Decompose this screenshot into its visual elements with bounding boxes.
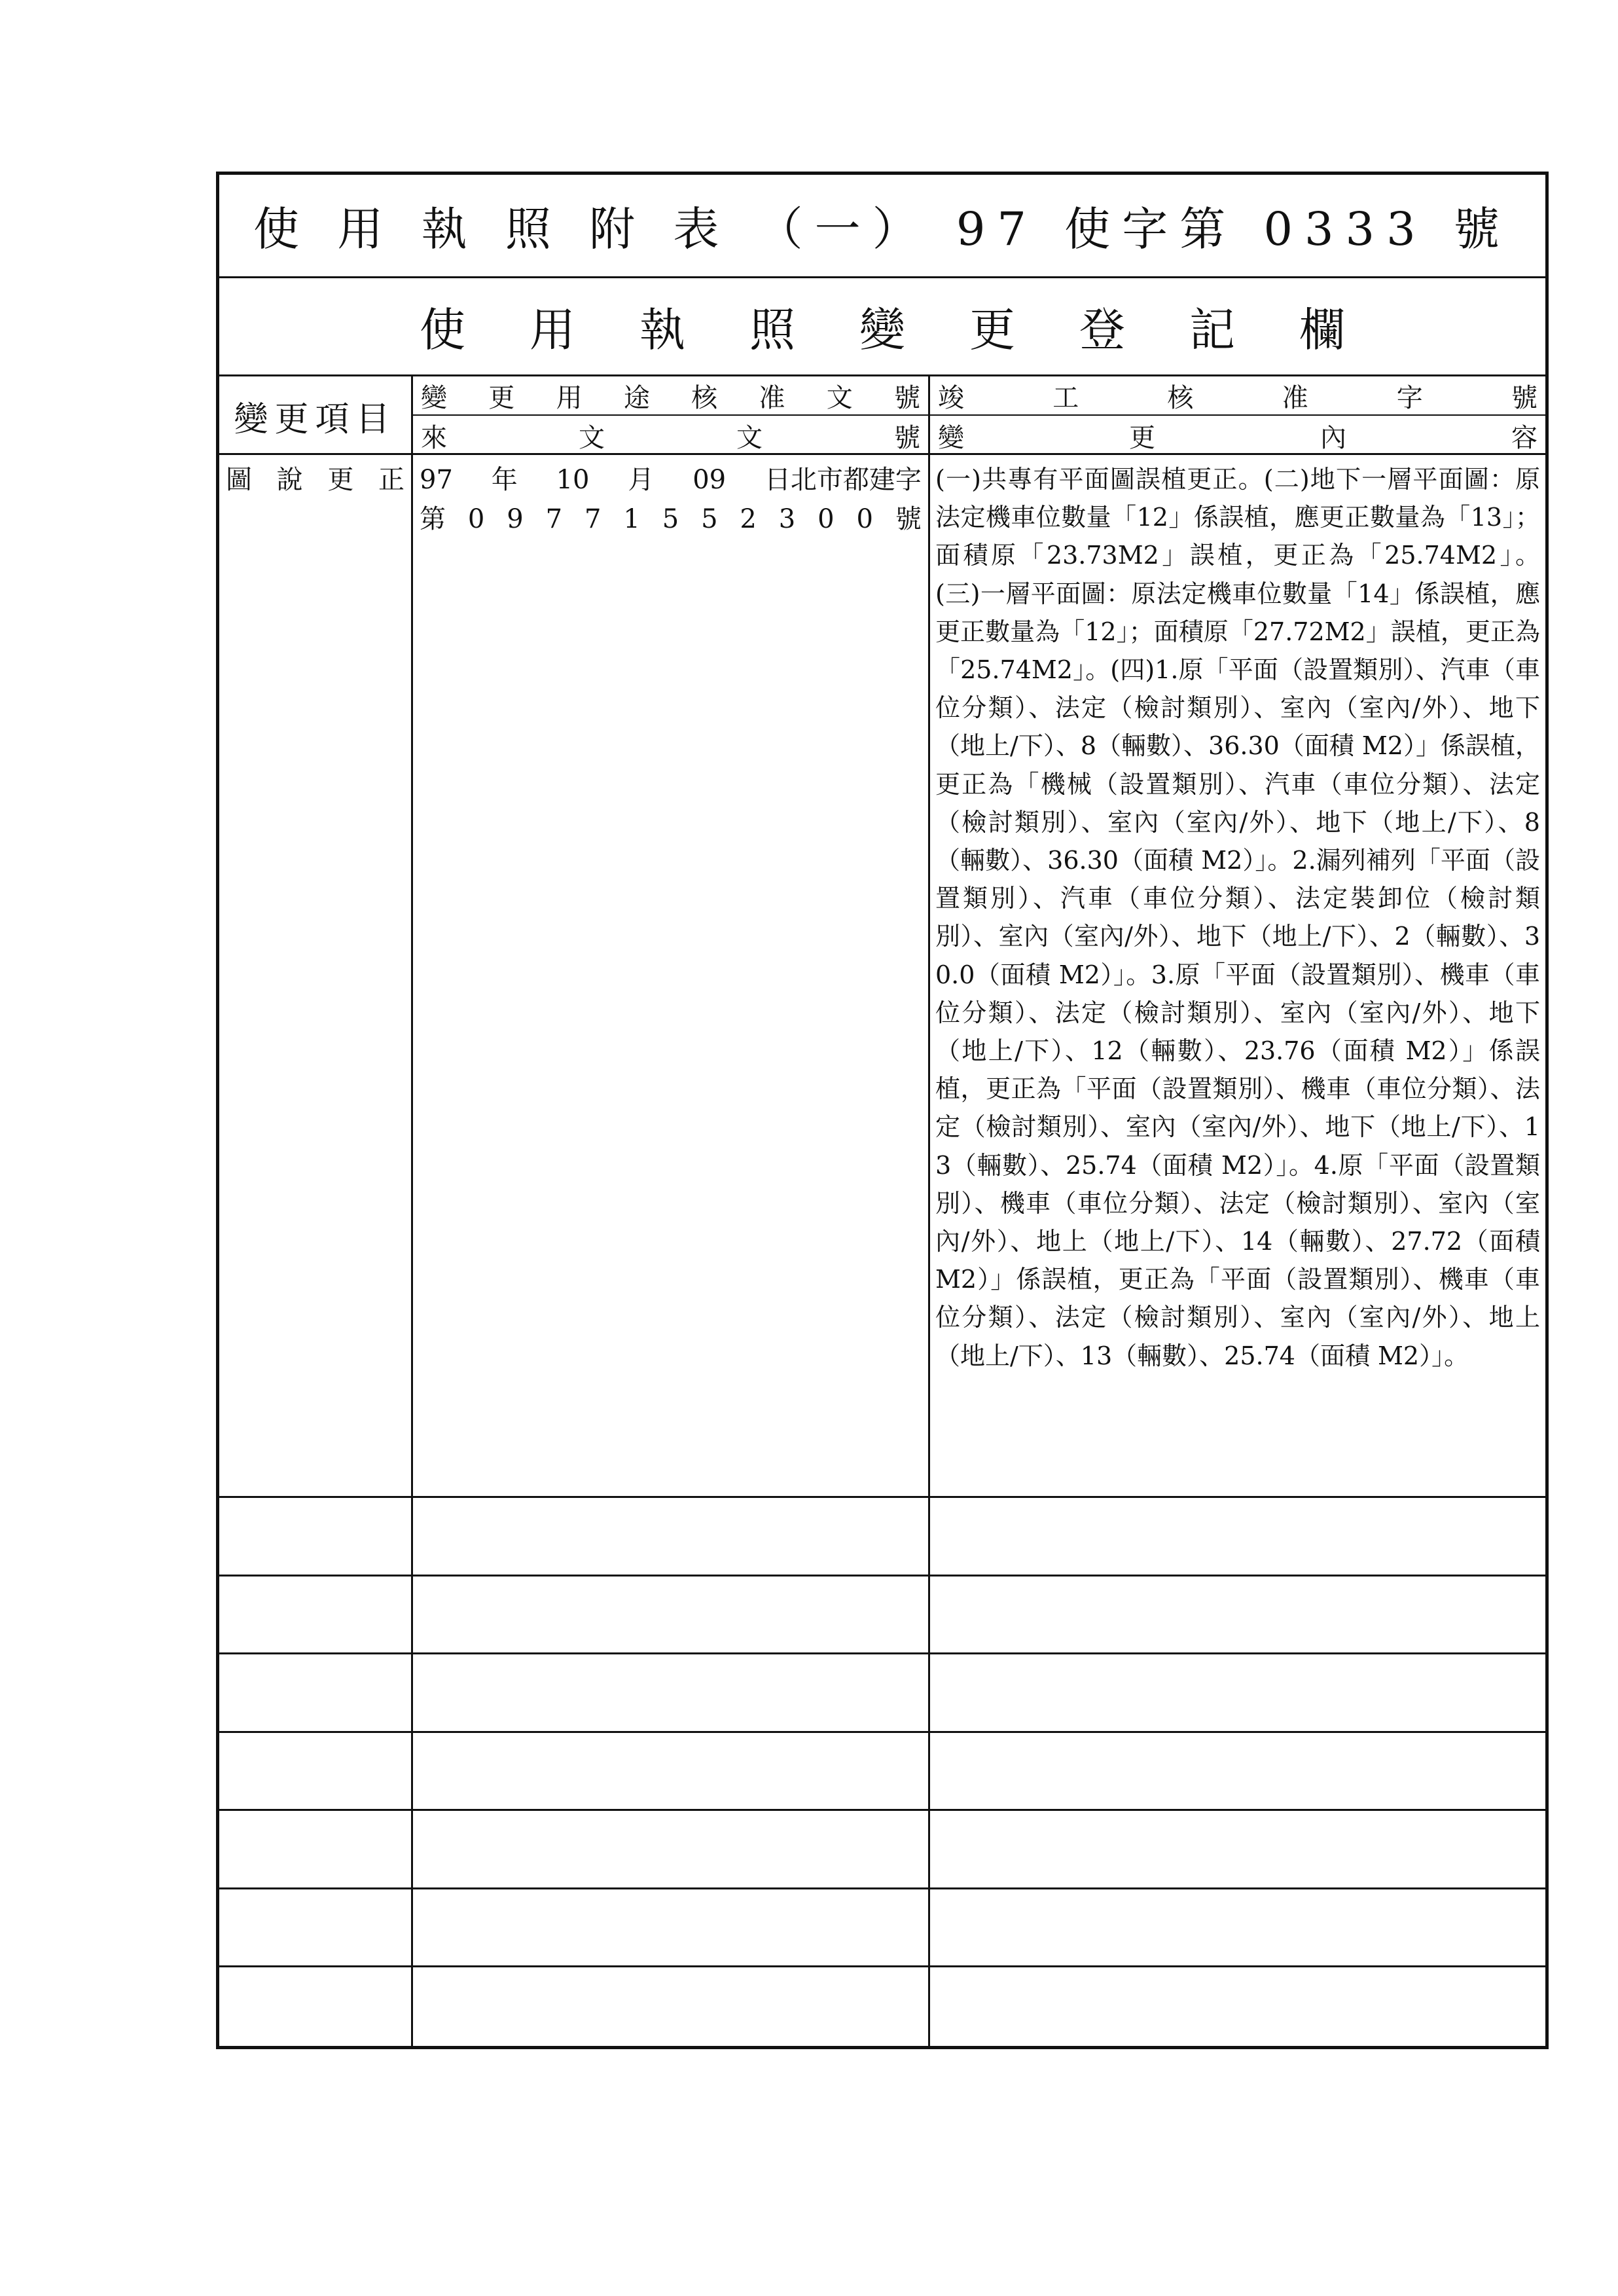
- empty-table-row: [219, 1967, 1545, 2046]
- form-heading: 使用執照變更登記欄: [420, 303, 1409, 357]
- doc-line-2: [420, 500, 922, 539]
- empty-table-row: [219, 1811, 1545, 1889]
- header-char: 文: [826, 382, 853, 413]
- empty-cell: [930, 1498, 1545, 1575]
- header-char: 容: [1511, 422, 1537, 453]
- doc-char: 年: [491, 465, 518, 495]
- header-char: 更: [1129, 422, 1155, 453]
- doc-char: 月: [628, 465, 655, 495]
- entry-change-content: (一)共專有平面圖誤植更正。(二)地下一層平面圖：原法定機車位數量「12」係誤植，應更正數量為「13」；面積原「23.73M2」誤植，更正為「25.74M2」。(三)一層平面圖：原法定機車位數量「14」係誤植，應更正數量為「12」；面積原「27.72M2」誤植，更正為「25.74M2」。(四)1.原「平面（設置類別）、汽車（車位分類）、法定（檢討類別）、室內（室內/外）、地下（地上/下）、8（輛數）、36.30（面積 M2）」係誤植，更正為「機械（設置類別）、汽車（車位分類）、法定（檢討類別）、室內（室內/外）、地下（地上/下）、8（輛數）、36.30（面積 M2）」。2.漏列補列「平面（設置類別）、汽車（車位分類）、法定裝卸位（檢討類別）、室內（室內/外）、地下（地上/下）、2（輛數）、30.0（面積 M2）」。3.原「平面（設置類別）、機車（車位分類）、法定（檢討類別）、室內（室內/外）、地下（地上/下）、12（輛數）、23.76（面積 M2）」係誤植，更正為「平面（設置類別）、機車（車位分類）、法定（檢討類別）、室內（室內/外）、地下（地上/下）、13（輛數）、25.74（面積 M2）」。4.原「平面（設置類別）、機車（車位分類）、法定（檢討類別）、室內（室內/外）、地上（地上/下）、14（輛數）、27.72（面積 M2）」係誤植，更正為「平面（設置類別）、機車（車位分類）、法定（檢討類別）、室內（室內/外）、地上（地上/下）、13（輛數）、25.74（面積 M2）」。: [935, 465, 1540, 1370]
- doc-char: 號: [895, 504, 922, 534]
- header-char: 號: [894, 422, 920, 453]
- doc-char: 0: [818, 504, 835, 534]
- empty-cell: [930, 1811, 1545, 1887]
- form-title: 使 用 執 照 附 表 （一） 97 使字第 0333 號: [253, 202, 1511, 256]
- header-char: 准: [759, 382, 785, 413]
- entry-char: 圖: [226, 465, 252, 495]
- empty-cell: [413, 1889, 930, 1966]
- empty-cell: [930, 1967, 1545, 2046]
- doc-char: 5: [662, 504, 679, 534]
- usage-permit-change-form: [216, 172, 1549, 2049]
- empty-table-row: [219, 1733, 1545, 1812]
- empty-cell: [219, 1498, 413, 1575]
- empty-table-row: [219, 1576, 1545, 1655]
- empty-cell: [219, 1811, 413, 1887]
- header-char: 更: [488, 382, 515, 413]
- table-row: [219, 455, 1545, 1498]
- header-char: 用: [556, 382, 583, 413]
- empty-cell: [930, 1733, 1545, 1810]
- doc-char: 09: [692, 465, 727, 495]
- empty-cell: [413, 1967, 930, 2046]
- empty-cell: [219, 1733, 413, 1810]
- header-char: 工: [1052, 382, 1079, 413]
- header-char: 變: [938, 422, 964, 453]
- header-char: 號: [1511, 382, 1537, 413]
- doc-char: 5: [701, 504, 718, 534]
- empty-cell: [219, 1889, 413, 1966]
- form-title-row: [219, 175, 1545, 278]
- header-change-content: [930, 416, 1545, 455]
- doc-char: 7: [545, 504, 563, 534]
- doc-char: 1: [623, 504, 640, 534]
- empty-cell: [413, 1576, 930, 1653]
- entry-document-number: [413, 455, 930, 1496]
- entry-char: 更: [327, 465, 354, 495]
- header-char: 竣: [938, 382, 964, 413]
- header-char: 號: [893, 382, 920, 413]
- entry-change-item: [219, 455, 413, 1496]
- header-char: 字: [1396, 382, 1423, 413]
- doc-char: 0: [856, 504, 873, 534]
- empty-cell: [413, 1498, 930, 1575]
- form-heading-row: [219, 278, 1545, 376]
- header-char: 核: [1167, 382, 1194, 413]
- header-char: 來: [421, 422, 447, 453]
- header-change-item: 變更項目: [219, 376, 413, 455]
- header-char: 准: [1282, 382, 1308, 413]
- header-char: 文: [579, 422, 605, 453]
- doc-char: 第: [420, 504, 446, 534]
- doc-char: 10: [556, 465, 590, 495]
- header-char: 變: [421, 382, 447, 413]
- doc-char: 3: [778, 504, 796, 534]
- header-char: 核: [691, 382, 718, 413]
- empty-cell: [219, 1967, 413, 2046]
- empty-cell: [413, 1733, 930, 1810]
- empty-cell: [930, 1576, 1545, 1653]
- doc-char: 0: [467, 504, 485, 534]
- empty-table-row: [219, 1498, 1545, 1576]
- doc-char: 9: [507, 504, 524, 534]
- header-char: 途: [623, 382, 650, 413]
- empty-table-row: [219, 1889, 1545, 1968]
- entry-char: 說: [276, 465, 303, 495]
- empty-cell: [930, 1889, 1545, 1966]
- doc-char: 日北市都建字: [764, 465, 922, 495]
- doc-char: 2: [740, 504, 757, 534]
- header-char: 文: [736, 422, 763, 453]
- entry-char: 正: [378, 465, 404, 495]
- header-approval-doc: [413, 376, 930, 416]
- doc-char: 7: [584, 504, 602, 534]
- empty-cell: [413, 1654, 930, 1731]
- empty-cell: [219, 1654, 413, 1731]
- header-incoming-doc: [413, 416, 930, 455]
- empty-cell: [930, 1654, 1545, 1731]
- empty-rows: [219, 1498, 1545, 2046]
- table-header: [219, 376, 1545, 455]
- empty-cell: [219, 1576, 413, 1653]
- empty-table-row: [219, 1654, 1545, 1733]
- header-char: 內: [1320, 422, 1346, 453]
- doc-line-1: [420, 460, 922, 500]
- empty-cell: [413, 1811, 930, 1887]
- doc-char: 97: [420, 465, 453, 495]
- header-completion-ref: [930, 376, 1545, 416]
